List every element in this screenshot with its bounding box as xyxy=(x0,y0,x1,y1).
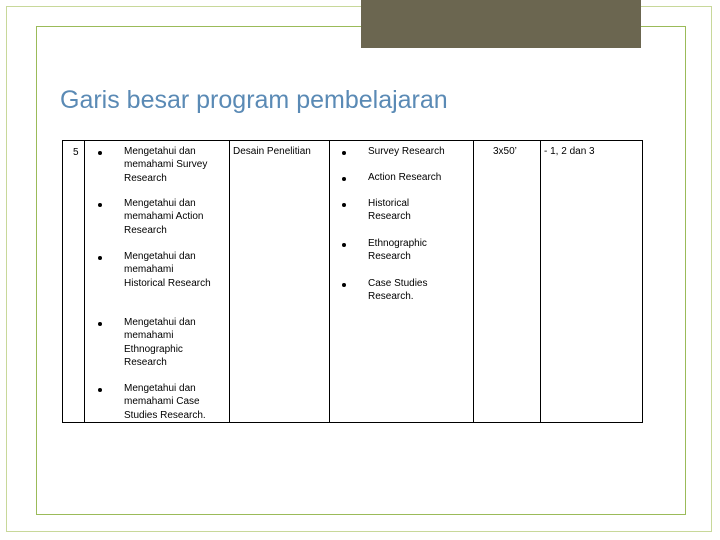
slide-title: Garis besar program pembelajaran xyxy=(60,86,448,114)
objective-item: Mengetahui dan memahami Ethnographic Research xyxy=(124,317,196,368)
column-divider xyxy=(229,141,230,422)
bullet-icon xyxy=(98,203,102,207)
bullet-icon xyxy=(98,388,102,392)
column-divider xyxy=(540,141,541,422)
bullet-icon xyxy=(342,151,346,155)
topic-cell: Desain Penelitian xyxy=(233,146,311,157)
subtopic-item: Action Research xyxy=(368,172,442,183)
subtopic-item: Survey Research xyxy=(368,146,445,157)
objective-item: Mengetahui dan memahami Survey Research xyxy=(124,146,208,184)
column-divider xyxy=(84,141,85,422)
bullet-icon xyxy=(342,283,346,287)
subtopic-item: Ethnographic Research xyxy=(368,238,427,263)
objective-item: Mengetahui dan memahami Historical Research xyxy=(124,251,211,289)
objective-item: Mengetahui dan memahami Action Research xyxy=(124,198,204,236)
row-number: 5 xyxy=(73,147,79,158)
bullet-icon xyxy=(98,322,102,326)
bullet-icon xyxy=(98,151,102,155)
subtopic-item: Case Studies Research. xyxy=(368,278,428,303)
column-divider xyxy=(473,141,474,422)
lesson-table xyxy=(62,140,643,423)
bullet-icon xyxy=(342,177,346,181)
column-divider xyxy=(329,141,330,422)
time-cell: 3x50’ xyxy=(493,146,517,157)
bullet-icon xyxy=(98,256,102,260)
reference-cell: - 1, 2 dan 3 xyxy=(544,146,595,157)
objective-item: Mengetahui dan memahami Case Studies Research. xyxy=(124,383,206,421)
subtopic-item: Historical Research xyxy=(368,198,411,223)
bullet-icon xyxy=(342,203,346,207)
accent-block xyxy=(361,0,641,48)
bullet-icon xyxy=(342,243,346,247)
